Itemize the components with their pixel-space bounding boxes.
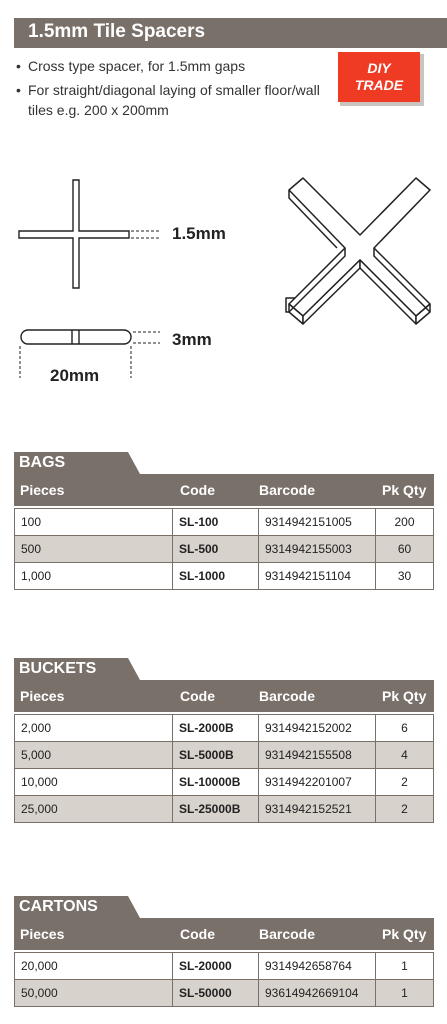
cell-code: SL-500: [173, 536, 259, 563]
badge-line-trade: TRADE: [354, 77, 404, 93]
cell-code: SL-25000B: [173, 796, 259, 823]
cell-qty: 2: [376, 796, 434, 823]
table-row: [15, 509, 434, 536]
cell-code: SL-20000: [173, 953, 259, 980]
cell-qty: 200: [376, 509, 434, 536]
col-code: Code: [180, 482, 215, 498]
section-tab: CARTONS: [14, 896, 128, 918]
cell-pieces: 100: [15, 509, 173, 536]
cell-qty: 4: [376, 742, 434, 769]
diy-trade-badge: [338, 52, 424, 108]
table-row: [15, 769, 434, 796]
table-row: [15, 742, 434, 769]
spacer-diagram: [0, 160, 447, 400]
col-qty: Pk Qty: [382, 926, 427, 942]
col-qty: Pk Qty: [382, 688, 427, 704]
cell-barcode: 9314942658764: [259, 953, 376, 980]
cell-qty: 30: [376, 563, 434, 590]
cell-qty: 60: [376, 536, 434, 563]
cell-pieces: 10,000: [15, 769, 173, 796]
cartons-table: [14, 952, 434, 1007]
cell-code: SL-2000B: [173, 715, 259, 742]
cell-pieces: 5,000: [15, 742, 173, 769]
col-code: Code: [180, 926, 215, 942]
cell-barcode: 9314942152002: [259, 715, 376, 742]
3d-cross-shape: [289, 178, 430, 324]
table-row: [15, 980, 434, 1007]
table-row: [15, 563, 434, 590]
flat-cross-icon: [19, 180, 129, 288]
cell-barcode: 9314942151005: [259, 509, 376, 536]
cell-code: SL-50000: [173, 980, 259, 1007]
title-bar: [14, 18, 447, 48]
bags-table: [14, 508, 434, 590]
cell-qty: 2: [376, 769, 434, 796]
col-pieces: Pieces: [20, 926, 65, 942]
thickness-label: 3mm: [172, 330, 212, 349]
cell-barcode: 9314942201007: [259, 769, 376, 796]
section-tab: BUCKETS: [14, 658, 128, 680]
cell-barcode: 9314942152521: [259, 796, 376, 823]
col-qty: Pk Qty: [382, 482, 427, 498]
cell-code: SL-100: [173, 509, 259, 536]
table-row: [15, 796, 434, 823]
col-pieces: Pieces: [20, 688, 65, 704]
cell-pieces: 1,000: [15, 563, 173, 590]
cell-pieces: 25,000: [15, 796, 173, 823]
cell-barcode: 9314942151104: [259, 563, 376, 590]
col-pieces: Pieces: [20, 482, 65, 498]
cell-pieces: 500: [15, 536, 173, 563]
cell-barcode: 9314942155003: [259, 536, 376, 563]
page-title: 1.5mm Tile Spacers: [28, 21, 206, 42]
cell-barcode: 93614942669104: [259, 980, 376, 1007]
cell-code: SL-1000: [173, 563, 259, 590]
cell-qty: 6: [376, 715, 434, 742]
table-header: [14, 918, 434, 950]
length-label: 20mm: [50, 366, 100, 385]
table-row: [15, 953, 434, 980]
col-barcode: Barcode: [259, 482, 316, 498]
section-tab: BAGS: [14, 452, 128, 474]
buckets-table: [14, 714, 434, 823]
table-row: [15, 715, 434, 742]
feature-item: • For straight/diagonal laying of smaller floor/wall tiles e.g. 200 x 200mm: [16, 80, 336, 120]
feature-list: [16, 56, 336, 124]
col-barcode: Barcode: [259, 688, 316, 704]
badge-line-diy: DIY: [367, 60, 391, 76]
spacer-drawing: [0, 160, 447, 400]
col-barcode: Barcode: [259, 926, 316, 942]
cell-qty: 1: [376, 980, 434, 1007]
cell-pieces: 2,000: [15, 715, 173, 742]
cell-code: SL-10000B: [173, 769, 259, 796]
cell-code: SL-5000B: [173, 742, 259, 769]
col-code: Code: [180, 688, 215, 704]
feature-item: • Cross type spacer, for 1.5mm gaps: [16, 56, 336, 76]
cell-qty: 1: [376, 953, 434, 980]
table-row: [15, 536, 434, 563]
cell-pieces: 20,000: [15, 953, 173, 980]
side-view-icon: [21, 330, 131, 344]
cell-pieces: 50,000: [15, 980, 173, 1007]
table-header: [14, 474, 434, 506]
gap-label: 1.5mm: [172, 224, 226, 243]
table-header: [14, 680, 434, 712]
cell-barcode: 9314942155508: [259, 742, 376, 769]
